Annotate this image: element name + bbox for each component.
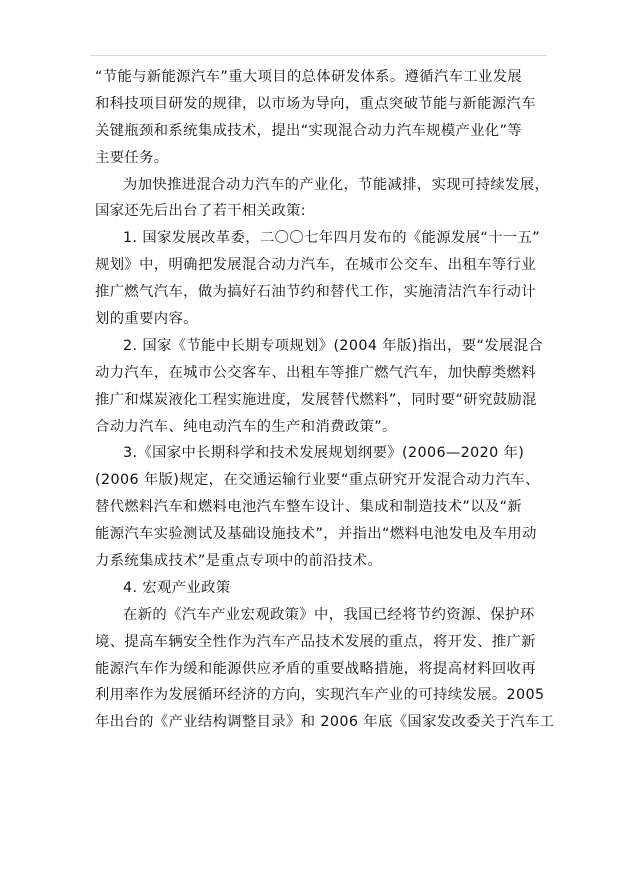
text-line: “节能与新能源汽车”重大项目的总体研发体系。遵循汽车工业发展 (95, 69, 523, 85)
text-line: 规划》中，明确把发展混合动力汽车，在城市公交车、出租车等行业 (95, 257, 536, 274)
text-line: 划的重要内容。 (95, 311, 198, 328)
text-line: 2. 国家《节能中长期专项规划》(2004 年版)指出，要“发展混合 (123, 337, 544, 354)
text-line: 动力汽车，在城市公交客车、出租车等推广燃气汽车，加快醇类燃料 (95, 364, 536, 381)
text-line: 国家还先后出台了若干相关政策: (95, 203, 306, 220)
text-line: 为加快推进混合动力汽车的产业化，节能减排，实现可持续发展， (123, 176, 550, 193)
text-line: 合动力汽车、纯电动汽车的生产和消费政策”。 (95, 418, 397, 435)
text-line: 主要任务。 (95, 149, 169, 166)
text-line: 和科技项目研发的规律，以市场为导向，重点突破节能与新能源汽车 (95, 95, 536, 112)
text-line: 替代燃料汽车和燃料电池汽车整车设计、集成和制造技术”以及“新 (95, 499, 523, 516)
text-line: 年出台的《产业结构调整目录》和 2006 年底《国家发改委关于汽车工 (95, 714, 555, 731)
text-line: 境、提高车辆安全性作为汽车产品技术发展的重点，将开发、推广新 (95, 633, 536, 650)
text-line: 能源汽车作为缓和能源供应矛盾的重要战略措施，将提高材料回收再 (95, 660, 536, 677)
text-line: 1. 国家发展改革委，二〇〇七年四月发布的《能源发展“十一五” (123, 230, 541, 247)
text-line: 利用率作为发展循环经济的方向，实现汽车产业的可持续发展。2005 (95, 687, 545, 704)
document-body (95, 64, 555, 736)
text-line: 3.《国家中长期科学和技术发展规划纲要》(2006—2020 年) (123, 445, 525, 462)
text-line: 关键瓶颈和系统集成技术，提出“实现混合动力汽车规模产业化”等 (95, 122, 523, 139)
text-line: 推广和煤炭液化工程实施进度，发展替代燃料”，同时要“研究鼓励混 (95, 391, 537, 408)
text-line: 在新的《汽车产业宏观政策》中，我国已经将节约资源、保护环 (123, 606, 535, 623)
text-line: 4. 宏观产业政策 (123, 579, 231, 596)
text-line: 推广燃气汽车，做为搞好石油节约和替代工作，实施清洁汽车行动计 (95, 284, 536, 301)
text-line: (2006 年版)规定，在交通运输行业要“重点研究开发混合动力汽车、 (95, 472, 540, 489)
text-line: 能源汽车实验测试及基础设施技术”，并指出“燃料电池发电及车用动 (95, 526, 537, 543)
text-line: 力系统集成技术”是重点专项中的前沿技术。 (95, 553, 383, 570)
header-divider (90, 55, 547, 56)
